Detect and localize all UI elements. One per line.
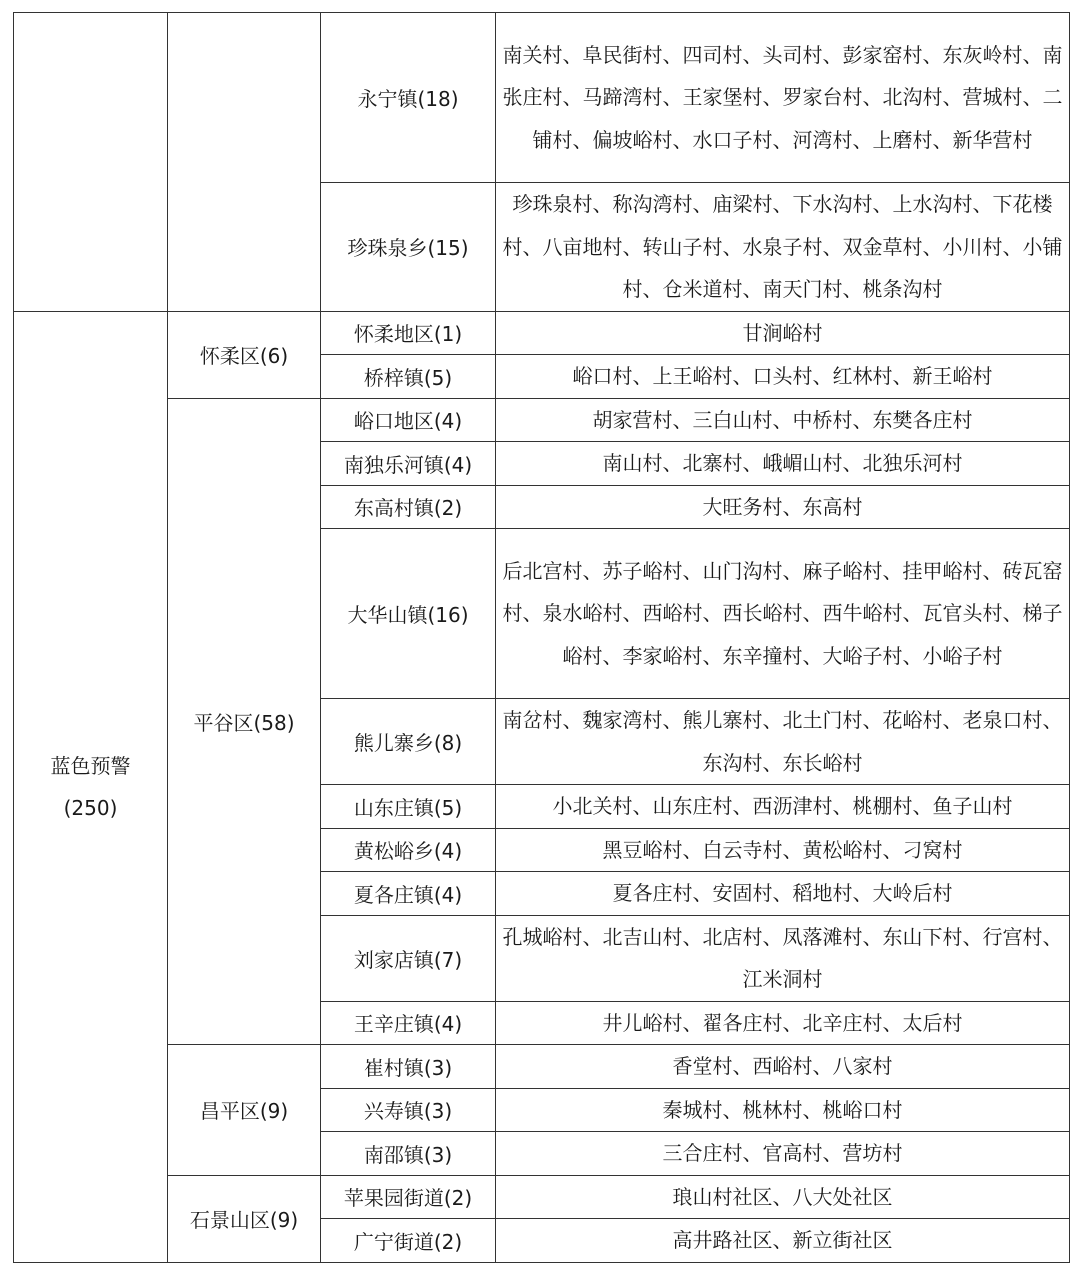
villages-cell: 三合庄村、官高村、营坊村: [496, 1132, 1070, 1176]
town-cell: 桥梓镇(5): [321, 355, 496, 399]
town-cell: 南邵镇(3): [321, 1132, 496, 1176]
villages-cell: 峪口村、上王峪村、口头村、红林村、新王峪村: [496, 355, 1070, 399]
villages-cell: 高井路社区、新立街社区: [496, 1219, 1070, 1263]
villages-cell: 胡家营村、三白山村、中桥村、东樊各庄村: [496, 398, 1070, 442]
villages-cell: 孔城峪村、北吉山村、北店村、凤落滩村、东山下村、行宫村、江米洞村: [496, 915, 1070, 1001]
villages-cell: 后北宫村、苏子峪村、山门沟村、麻子峪村、挂甲峪村、砖瓦窑村、泉水峪村、西峪村、西长峪村、西牛峪村、瓦官头村、梯子峪村、李家峪村、东辛撞村、大峪子村、小峪子村: [496, 529, 1070, 699]
villages-cell: 南山村、北寨村、峨嵋山村、北独乐河村: [496, 442, 1070, 486]
villages-cell: 夏各庄村、安固村、稻地村、大岭后村: [496, 872, 1070, 916]
district-cell: 昌平区(9): [168, 1045, 321, 1176]
table-row: [14, 13, 1070, 183]
villages-cell: 南关村、阜民街村、四司村、头司村、彭家窑村、东灰岭村、南张庄村、马蹄湾村、王家堡村、罗家台村、北沟村、营城村、二铺村、偏坡峪村、水口子村、河湾村、上磨村、新华营村: [496, 13, 1070, 183]
warning-level-cell: [14, 311, 168, 1262]
town-cell: 大华山镇(16): [321, 529, 496, 699]
district-cell: 石景山区(9): [168, 1175, 321, 1262]
town-cell: 永宁镇(18): [321, 13, 496, 183]
warning-level-name: 蓝色预警: [50, 753, 131, 778]
villages-cell: 南岔村、魏家湾村、熊儿寨村、北土门村、花峪村、老泉口村、东沟村、东长峪村: [496, 699, 1070, 785]
district-cell: 平谷区(58): [168, 398, 321, 1045]
district-cell-continued: [168, 13, 321, 312]
town-cell: 珍珠泉乡(15): [321, 183, 496, 312]
villages-cell: 甘涧峪村: [496, 311, 1070, 355]
villages-cell: 小北关村、山东庄村、西沥津村、桃棚村、鱼子山村: [496, 785, 1070, 829]
villages-cell: 香堂村、西峪村、八家村: [496, 1045, 1070, 1089]
table-row: [14, 311, 1070, 355]
villages-cell: 黑豆峪村、白云寺村、黄松峪村、刁窝村: [496, 828, 1070, 872]
villages-cell: 井儿峪村、翟各庄村、北辛庄村、太后村: [496, 1001, 1070, 1045]
town-cell: 刘家店镇(7): [321, 915, 496, 1001]
villages-cell: 大旺务村、东高村: [496, 485, 1070, 529]
town-cell: 兴寿镇(3): [321, 1088, 496, 1132]
town-cell: 山东庄镇(5): [321, 785, 496, 829]
town-cell: 王辛庄镇(4): [321, 1001, 496, 1045]
villages-cell: 珍珠泉村、称沟湾村、庙梁村、下水沟村、上水沟村、下花楼村、八亩地村、转山子村、水泉子村、双金草村、小川村、小铺村、仓米道村、南天门村、桃条沟村: [496, 183, 1070, 312]
villages-cell: 琅山村社区、八大处社区: [496, 1175, 1070, 1219]
town-cell: 东高村镇(2): [321, 485, 496, 529]
table-row: [14, 1175, 1070, 1219]
town-cell: 崔村镇(3): [321, 1045, 496, 1089]
town-cell: 苹果园街道(2): [321, 1175, 496, 1219]
district-cell: 怀柔区(6): [168, 311, 321, 398]
town-cell: 熊儿寨乡(8): [321, 699, 496, 785]
town-cell: 黄松峪乡(4): [321, 828, 496, 872]
villages-cell: 秦城村、桃林村、桃峪口村: [496, 1088, 1070, 1132]
warning-villages-table: [13, 12, 1070, 1263]
town-cell: 怀柔地区(1): [321, 311, 496, 355]
warning-level-count: (250): [63, 795, 118, 820]
town-cell: 南独乐河镇(4): [321, 442, 496, 486]
town-cell: 峪口地区(4): [321, 398, 496, 442]
town-cell: 广宁街道(2): [321, 1219, 496, 1263]
level-cell-continued: [14, 13, 168, 312]
table-row: [14, 1045, 1070, 1089]
table-row: [14, 398, 1070, 442]
town-cell: 夏各庄镇(4): [321, 872, 496, 916]
